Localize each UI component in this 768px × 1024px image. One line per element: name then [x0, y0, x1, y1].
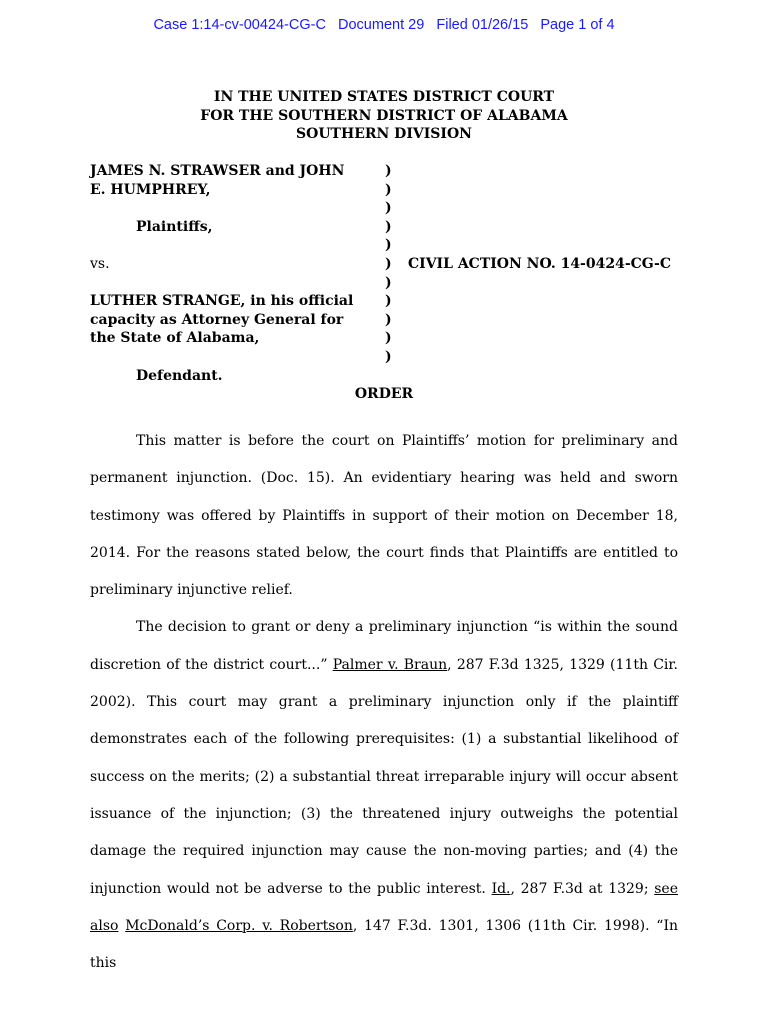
court-heading-line3: SOUTHERN DIVISION	[296, 126, 472, 142]
court-heading-line2: FOR THE SOUTHERN DISTRICT OF ALABAMA	[200, 107, 568, 124]
signal-also: also	[90, 917, 119, 934]
paren: )	[385, 274, 392, 291]
civil-action-number: CIVIL ACTION NO. 14-0424-CG-C	[408, 256, 671, 272]
citation-palmer-v-braun: Palmer v. Braun	[332, 656, 448, 673]
signal-see: see	[654, 880, 679, 897]
paragraph-2-text: The decision to grant or deny a preliminary injunction “is within the sound discretion of the district court...”	[90, 619, 678, 673]
paren: )	[385, 311, 392, 328]
court-heading	[0, 88, 768, 144]
paren: )	[385, 163, 392, 179]
paren: )	[385, 181, 392, 198]
plaintiffs-label: Plaintiffs,	[136, 218, 213, 235]
paren: )	[385, 330, 392, 347]
order-body	[90, 423, 678, 982]
document-number: Document 29	[338, 17, 425, 33]
citation-mcdonalds-v-robertson: McDonald’s Corp. v. Robertson	[125, 917, 353, 934]
paragraph-2-text: , 287 F.3d 1325, 1329 (11th Cir. 2002). This court may grant a preliminary injunction only if the plaintiff demonstrates each of the following prerequisites: (1) a substantial likelihood of success on the merits; (2) a substantial threat irreparable injury will occur absent issuance of the injunction; (3) the threatened injury outweighs the potential damage the required injunction may cause the non-moving parties; and (4) the injunction would not be adverse to the public interest.	[90, 656, 678, 897]
ecf-header-stamp	[0, 17, 768, 33]
defendant-name-line3: the State of Alabama,	[90, 330, 260, 347]
order-title: ORDER	[354, 386, 414, 402]
caption-parties	[90, 162, 370, 385]
citation-id: Id.	[491, 880, 511, 897]
paragraph-2-text: , 287 F.3d at 1329;	[510, 880, 655, 897]
paren: )	[385, 237, 392, 254]
plaintiffs-names-line2: E. HUMPHREY,	[90, 181, 211, 198]
plaintiffs-names-line1: JAMES N. STRAWSER and JOHN	[90, 163, 345, 179]
paren: )	[385, 293, 392, 310]
paragraph-1: This matter is before the court on Plaintiffs’ motion for preliminary and permanent injunction. (Doc. 15). An evidentiary hearing was held and sworn testimony was offered by Plaintiffs in support of their motion on December 18, 2014. For the reasons stated below, the court finds that Plaintiffs are entitled to preliminary injunctive relief.	[90, 433, 678, 599]
caption-parentheses	[385, 162, 392, 367]
defendant-name-line2: capacity as Attorney General for	[90, 311, 344, 328]
paren: )	[385, 218, 392, 235]
versus: vs.	[90, 255, 110, 272]
paren: )	[385, 255, 392, 272]
court-heading-line1: IN THE UNITED STATES DISTRICT COURT	[213, 89, 555, 105]
defendant-label: Defendant.	[136, 367, 223, 384]
case-number: Case 1:14-cv-00424-CG-C	[153, 17, 326, 33]
paragraph-2-text: , 147 F.3d. 1301, 1306 (11th Cir. 1998). “In this	[90, 917, 679, 972]
paragraph-2	[90, 609, 678, 982]
paren: )	[385, 200, 392, 217]
page-indicator: Page 1 of 4	[540, 17, 615, 33]
paren: )	[385, 348, 392, 365]
filed-date: Filed 01/26/15	[436, 17, 529, 33]
defendant-name-line1: LUTHER STRANGE, in his official	[90, 293, 354, 310]
